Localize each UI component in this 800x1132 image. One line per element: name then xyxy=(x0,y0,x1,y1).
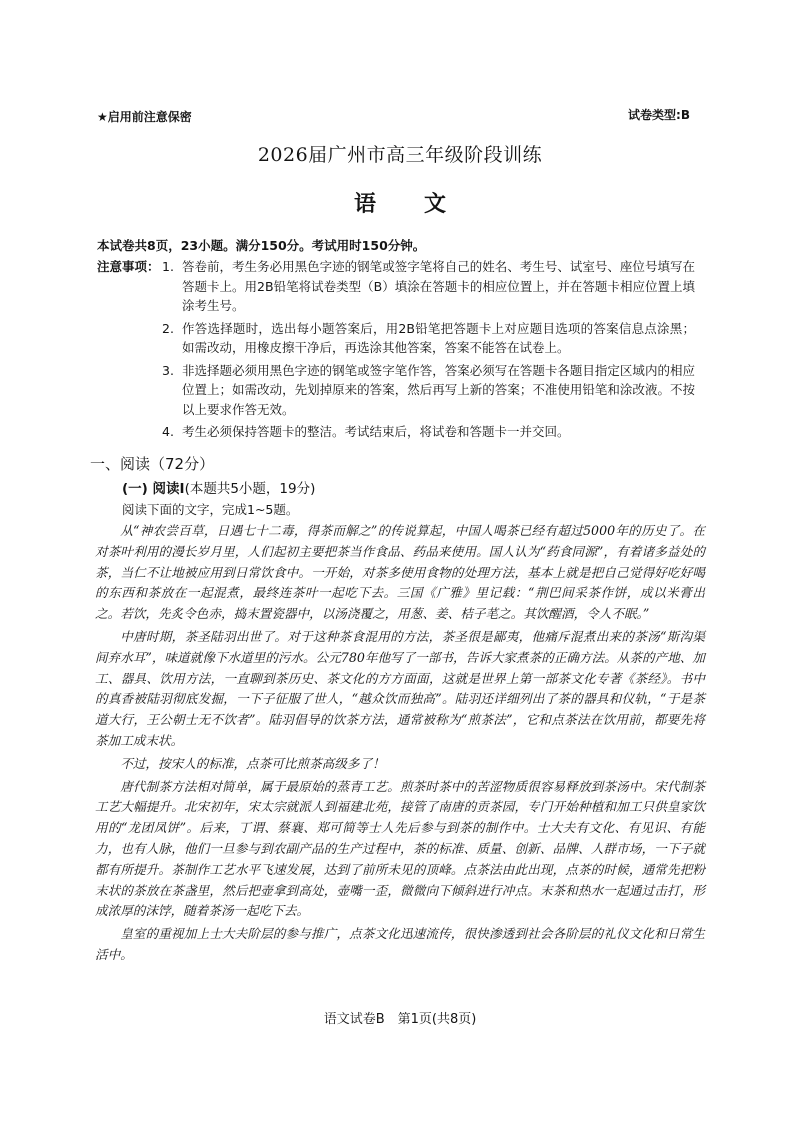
passage-paragraph: 从“神农尝百草，日遇七十二毒，得茶而解之”的传说算起，中国人喝茶已经有超过5000年的历史了。在对茶叶利用的漫长岁月里，人们起初主要把茶当作食品、药品来使用。国人认为“药食同源”，有着诸多益处的茶，当仁不让地被应用到日常饮食中。一开始，对茶多使用食物的处理方法，基本上就是把自己觉得好吃好喝的东西和茶放在一起混煮，最终连茶叶一起吃下去。三国《广雅》里记载：“荆巴间采茶作饼，成以米膏出之。若饮，先炙令色赤，捣末置瓷器中，以汤浇覆之，用葱、姜、桔子芼之。其饮醒酒，令人不眠。” xyxy=(95,523,705,622)
exam-title: 2026届广州市高三年级阶段训练 xyxy=(257,144,543,166)
subject-char-1: 语 xyxy=(353,191,376,217)
subject-title xyxy=(0,187,800,218)
notice-item-number: 3. xyxy=(162,362,174,378)
notice-item xyxy=(160,257,695,316)
notice-item-number: 2. xyxy=(162,320,174,336)
passage-paragraph: 不过，按宋人的标准，点茶可比煎茶高级多了！ xyxy=(120,755,385,771)
subsection-detail: (本题共5小题，19分) xyxy=(184,481,316,497)
reading-instruction: 阅读下面的文字，完成1~5题。 xyxy=(122,502,299,517)
notice-list xyxy=(160,257,695,445)
notice-item-text: 答卷前，考生务必用黑色字迹的钢笔或签字笔将自己的姓名、考生号、试室号、座位号填写在答题卡上。用2B铅笔将试卷类型（B）填涂在答题卡的相应位置上，并在答题卡相应位置上填涂考生号。 xyxy=(182,259,695,313)
notice-item xyxy=(160,422,695,442)
page-footer: 语文试卷B 第1页(共8页) xyxy=(323,1012,477,1027)
reading-passage xyxy=(95,521,705,968)
notice-item-text: 非选择题必须用黑色字迹的钢笔或签字笔作答，答案必须写在答题卡各题目指定区域内的相应位置上；如需改动，先划掉原来的答案，然后再写上新的答案；不准使用铅笔和涂改液。不按以上要求作答无效。 xyxy=(182,362,695,417)
notice-item-text: 考生必须保持答题卡的整洁。考试结束后，将试卷和答题卡一并交回。 xyxy=(182,424,570,439)
passage-paragraph: 唐代制茶方法相对简单，属于最原始的蒸青工艺。煎茶时茶中的苦涩物质很容易释放到茶汤中。宋代制茶工艺大幅提升。北宋初年，宋太宗就派人到福建北苑，接管了南唐的贡茶园，专门开始种植和加工只供皇家饮用的“龙团凤饼”。后来，丁谓、蔡襄、郑可简等士人先后参与到茶的制作中。士大夫有文化、有见识、有能力，也有人脉，他们一旦参与到农副产品的生产过程中，茶的标准、质量、创新、品牌、人群市场，一下子就都有所提升。茶制作工艺水平飞速发展，达到了前所未见的顶峰。点茶法由此出现，点茶的时候，通常先把粉末状的茶放在茶盏里，然后把壶拿到高处，壶嘴一歪，微微向下倾斜进行冲点。末茶和热水一起通过击打，形成浓厚的沫饽，随着茶汤一起吃下去。 xyxy=(95,778,705,919)
notice-item xyxy=(160,319,695,358)
notice-item-text: 作答选择题时，选出每小题答案后，用2B铅笔把答题卡上对应题目选项的答案信息点涂黑；如需改动，用橡皮擦干净后，再选涂其他答案，答案不能答在试卷上。 xyxy=(182,320,695,355)
subsection-heading xyxy=(122,477,315,497)
section-heading: 一、阅读（72分） xyxy=(90,455,215,473)
subject-char-2: 文 xyxy=(424,191,447,217)
exam-info: 本试卷共8页，23小题。满分150分。考试用时150分钟。 xyxy=(97,238,426,253)
paper-type-label: 试卷类型:B xyxy=(628,108,690,122)
passage-paragraph: 中唐时期，茶圣陆羽出世了。对于这种茶食混用的方法，茶圣很是鄙夷，他痛斥混煮出来的茶汤“斯沟渠间弃水耳”，味道就像下水道里的污水。公元780年他写了一部书，告诉大家煮茶的正确方法。从茶的产地、加工、器具、饮用方法，一直聊到茶历史、茶文化的方方面面，这就是世界上第一部茶文化专著《茶经》。书中的真香被陆羽彻底发掘，一下子征服了世人，“越众饮而独高”。陆羽还详细列出了茶的器具和仪轨，“于是茶道大行，王公朝士无不饮者”。陆羽倡导的饮茶方法，通常被称为“煎茶法”，它和点茶法在饮用前，都要先将茶加工成末状。 xyxy=(95,628,705,748)
notice-item-number: 4. xyxy=(162,424,174,439)
confidential-label: ★启用前注意保密 xyxy=(97,110,192,124)
notice-item xyxy=(160,361,695,420)
notice-label: 注意事项： xyxy=(97,259,160,274)
passage-paragraph: 皇室的重视加上士大夫阶层的参与推广，点茶文化迅速流传，很快渗透到社会各阶层的礼仪文化和日常生活中。 xyxy=(95,926,705,962)
subsection-label: (一) 阅读Ⅰ xyxy=(122,481,185,497)
notice-item-number: 1. xyxy=(162,259,174,274)
